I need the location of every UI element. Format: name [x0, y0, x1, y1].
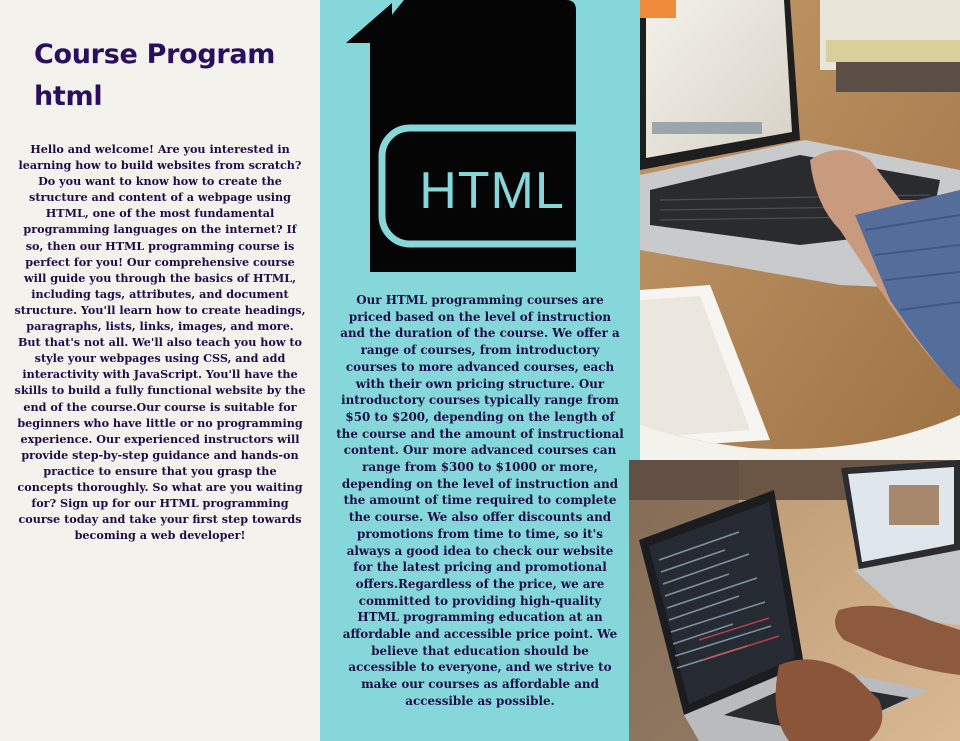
coding-laptops-photo [629, 460, 960, 741]
file-shape [370, 0, 576, 272]
title-line-1: Course Program [34, 39, 276, 70]
html-file-icon [344, 0, 604, 275]
html-badge-label: HTML [419, 162, 565, 220]
title-line-2: html [34, 81, 103, 112]
file-fold [346, 3, 392, 43]
intro-paragraph: Hello and welcome! Are you interested in learning how to build websites from scratch? Do you want to know how to create the structure and content of a webpage using HTML, one of the most fundamental programming languages on the internet? If so, then our HTML programming course is perfect for you! Our comprehensive course will guide you through the basics of HTML, including tags, attributes, and document structure. You'll learn how to create headings, paragraphs, lists, links, images, and more. But that's not all. We'll also teach you how to style your webpages using CSS, and add interactivity with JavaScript. You'll have the skills to build a fully functional website by the end of the course.Our course is suitable for beginners who have little or no programming experience. Our experienced instructors will provide step-by-step guidance and hands-on practice to ensure that you grasp the concepts thoroughly. So what are you waiting for? Sign up for our HTML programming course today and take your first step towards becoming a web developer! [14, 142, 306, 543]
middle-column [320, 0, 640, 741]
page-title [34, 34, 304, 118]
pricing-paragraph: Our HTML programming courses are priced based on the level of instruction and the duration of the course. We offer a range of courses, from introductory courses to more advanced courses, each with their own pricing structure. Our introductory courses typically range from $50 to $200, depending on the length of the course and the amount of instructional content. Our more advanced courses can range from $300 to $1000 or more, depending on the level of instruction and the amount of time required to complete the course. We also offer discounts and promotions from time to time, so it's always a good idea to check our website for the latest pricing and promotional offers.Regardless of the price, we are committed to providing high-quality HTML programming education at an affordable and accessible price point. We believe that education should be accessible to everyone, and we strive to make our courses as affordable and accessible as possible. [336, 293, 624, 708]
laptop-typing-photo [640, 0, 960, 455]
left-column [0, 0, 320, 741]
